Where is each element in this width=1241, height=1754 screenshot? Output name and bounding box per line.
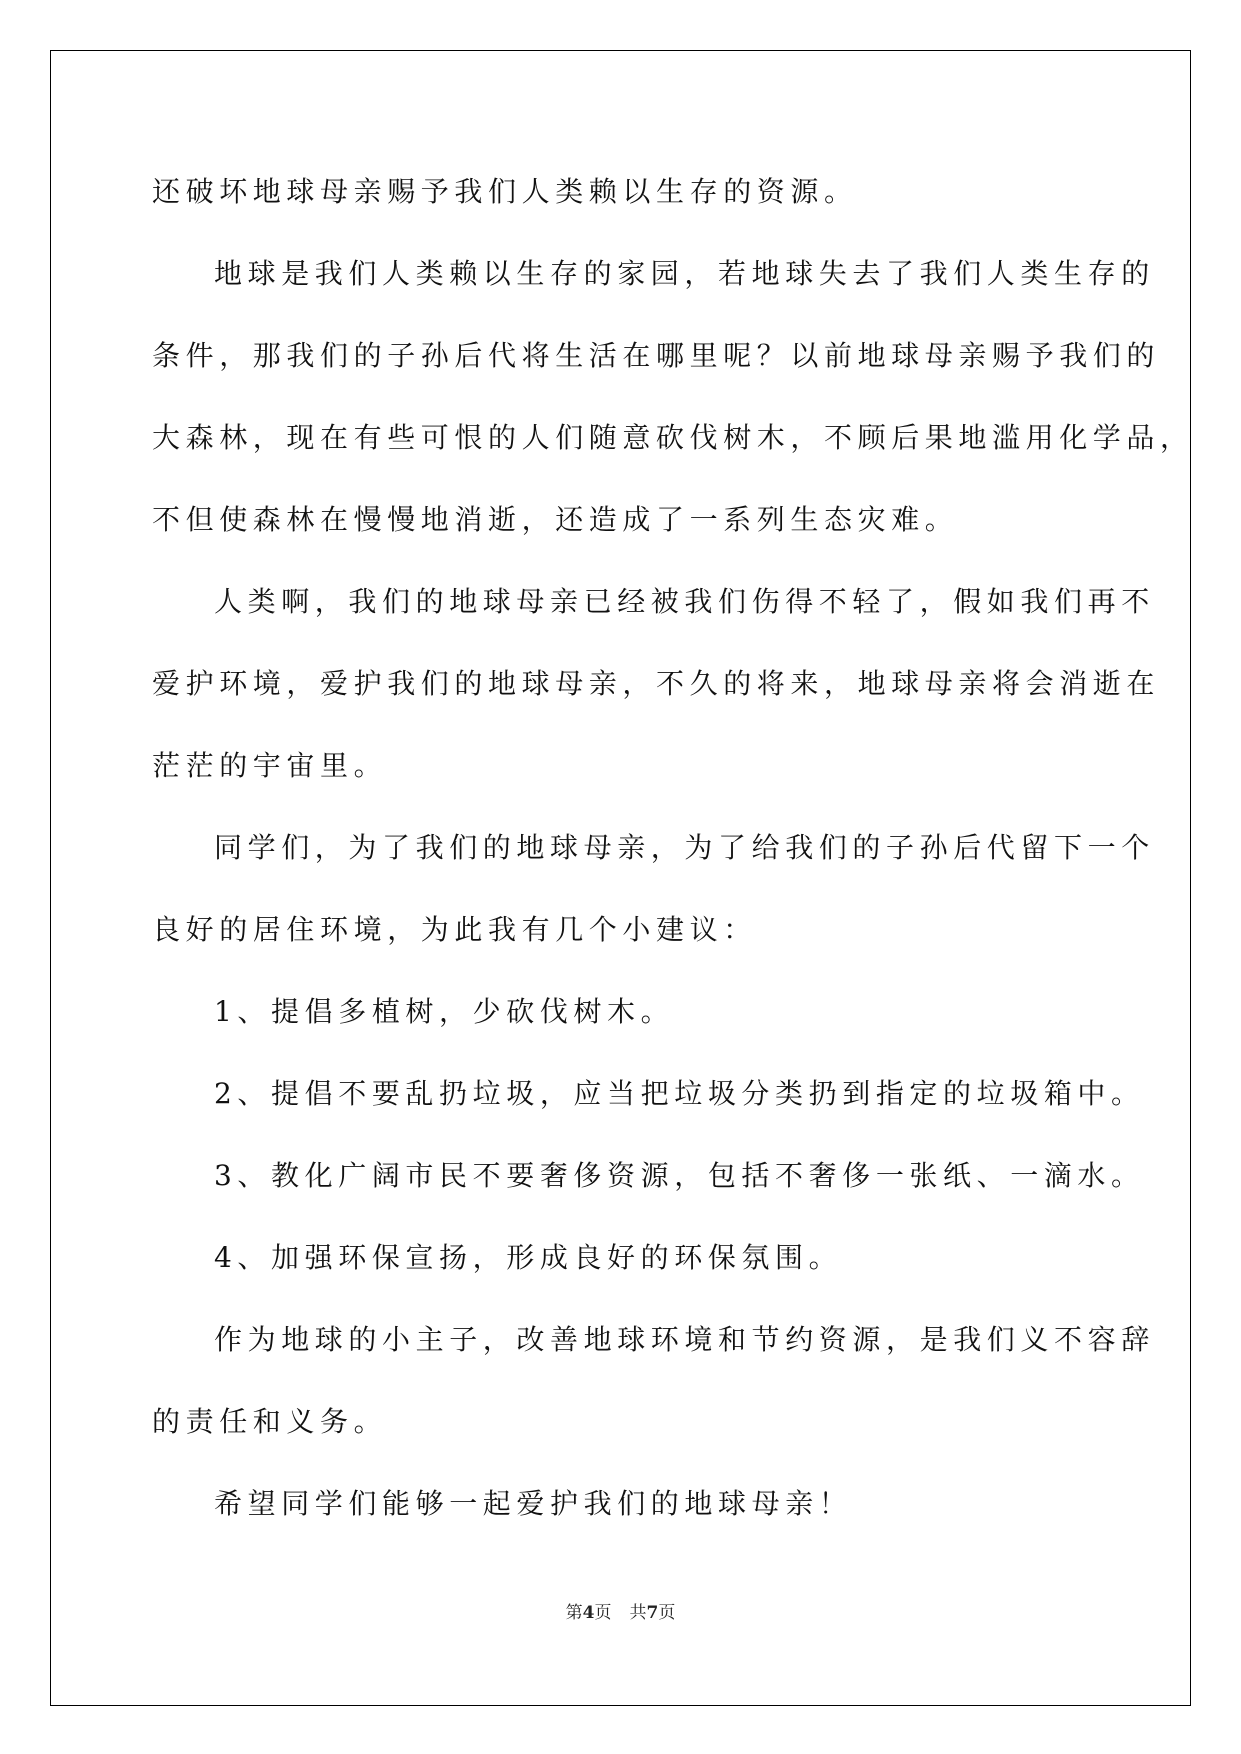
text-line-11: 1、提倡多植树，少砍伐树木。 bbox=[214, 995, 675, 1028]
text-line-8: 茫茫的宇宙里。 bbox=[152, 749, 388, 782]
text-line-4: 大森林，现在有些可恨的人们随意砍伐树木，不顾后果地滥用化学品， bbox=[152, 421, 1194, 454]
page-footer bbox=[0, 1598, 1241, 1623]
current-page-number: 4 bbox=[582, 1603, 595, 1623]
total-prefix: 共 bbox=[629, 1603, 647, 1623]
text-line-3: 条件，那我们的子孙后代将生活在哪里呢？以前地球母亲赐予我们的 bbox=[152, 339, 1161, 372]
text-line-10: 良好的居住环境，为此我有几个小建议： bbox=[152, 913, 757, 946]
text-line-5: 不但使森林在慢慢地消逝，还造成了一系列生态灾难。 bbox=[152, 503, 959, 536]
text-line-6: 人类啊，我们的地球母亲已经被我们伤得不轻了，假如我们再不 bbox=[214, 585, 1155, 618]
total-suffix: 页 bbox=[658, 1603, 676, 1623]
text-line-1: 还破坏地球母亲赐予我们人类赖以生存的资源。 bbox=[152, 175, 858, 208]
text-line-17: 希望同学们能够一起爱护我们的地球母亲！ bbox=[214, 1487, 853, 1520]
text-line-9: 同学们，为了我们的地球母亲，为了给我们的子孙后代留下一个 bbox=[214, 831, 1155, 864]
page-prefix: 第 bbox=[565, 1603, 583, 1623]
total-page-number: 7 bbox=[646, 1603, 659, 1623]
text-line-7: 爱护环境，爱护我们的地球母亲，不久的将来，地球母亲将会消逝在 bbox=[152, 667, 1161, 700]
page-suffix: 页 bbox=[594, 1603, 612, 1623]
text-line-13: 3、教化广阔市民不要奢侈资源，包括不奢侈一张纸、一滴水。 bbox=[214, 1159, 1145, 1192]
text-line-2: 地球是我们人类赖以生存的家园，若地球失去了我们人类生存的 bbox=[214, 257, 1155, 290]
text-line-16: 的责任和义务。 bbox=[152, 1405, 388, 1438]
text-line-14: 4、加强环保宣扬，形成良好的环保氛围。 bbox=[214, 1241, 843, 1274]
page-border bbox=[50, 50, 1191, 1706]
text-line-15: 作为地球的小主子，改善地球环境和节约资源，是我们义不容辞 bbox=[214, 1323, 1155, 1356]
text-line-12: 2、提倡不要乱扔垃圾，应当把垃圾分类扔到指定的垃圾箱中。 bbox=[214, 1077, 1145, 1110]
